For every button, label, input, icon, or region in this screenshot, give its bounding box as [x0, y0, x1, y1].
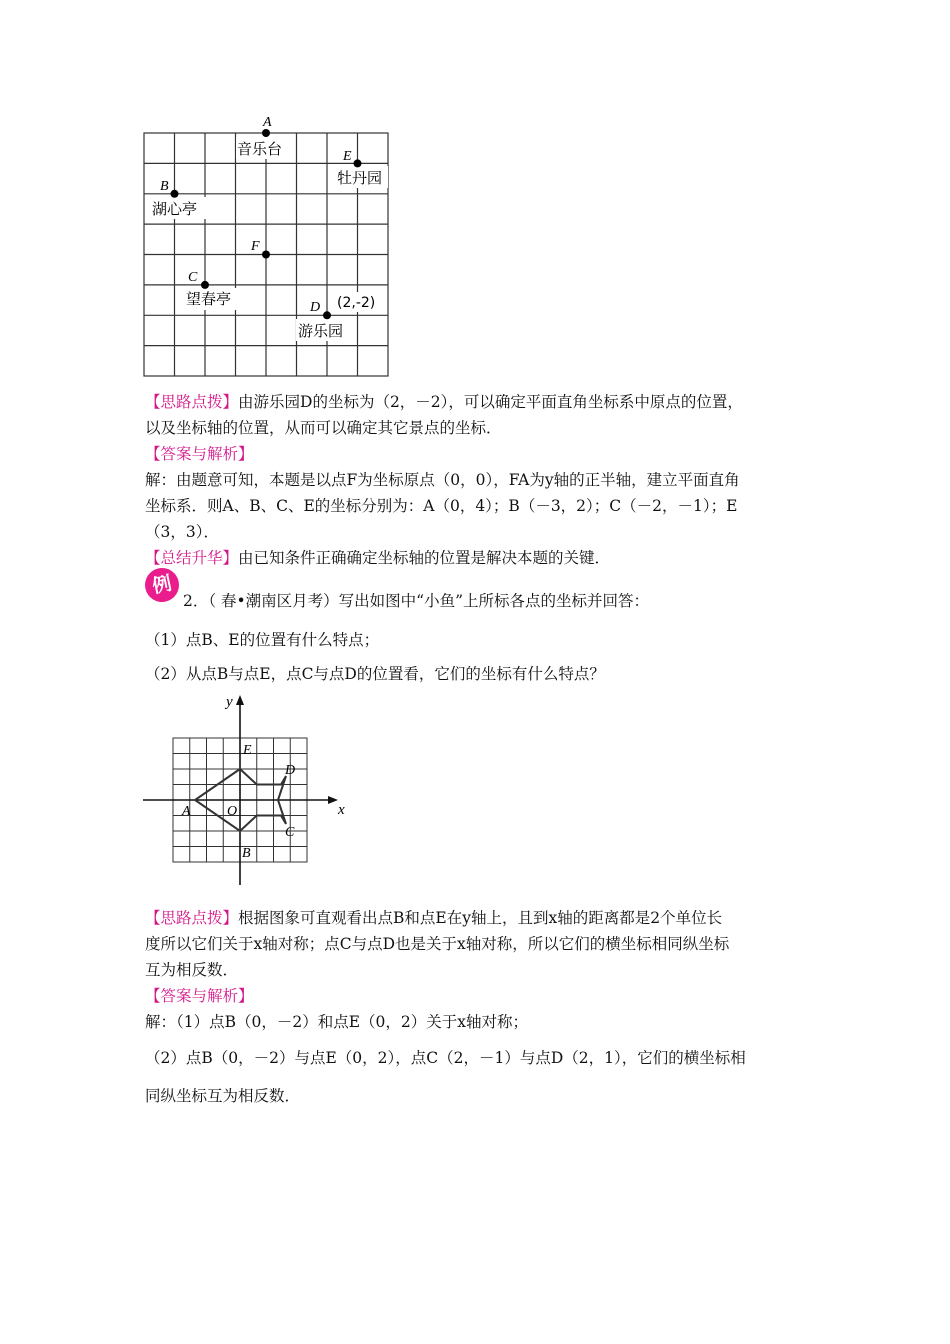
hint-text: 由游乐园D的坐标为（2，－2），可以确定平面直角坐标系中原点的位置， — [238, 393, 743, 411]
ex2-question-2: （2）从点B与点E，点C与点D的位置看，它们的坐标有什么特点？ — [145, 665, 605, 683]
ex1-hint-line-2: 以及坐标轴的位置，从而可以确定其它景点的坐标． — [145, 419, 502, 437]
ex2-solution-line-1: 解：（1）点B（0，－2）和点E（0，2）关于x轴对称； — [145, 1013, 529, 1031]
label-youleyuan: 游乐园 — [298, 322, 344, 340]
summary-tag: 【总结升华】 — [145, 549, 239, 567]
ex2-hint-line-1 — [145, 908, 722, 928]
label-b: B — [160, 179, 169, 194]
label-mudanyuan: 牡丹园 — [337, 169, 383, 187]
label-a: A — [263, 115, 272, 130]
label-yinyuetai: 音乐台 — [237, 140, 283, 158]
ex2-solution-line-2: （2）点B（0，－2）与点E（0，2），点C（2，－1）与点D（2，1），它们的横坐标相 — [145, 1049, 746, 1067]
point-e — [354, 159, 362, 167]
axes — [143, 695, 338, 885]
summary-text: 由已知条件正确确定坐标轴的位置是解决本题的关键． — [238, 549, 611, 567]
ex1-summary-line — [145, 548, 610, 568]
ex2-answer-tag: 【答案与解析】 — [145, 987, 254, 1005]
ex1-solution-line-1: 解：由题意可知，本题是以点F为坐标原点（0，0），FA为y轴的正半轴，建立平面直角 — [145, 471, 740, 489]
label-c: C — [188, 270, 198, 285]
point-a — [262, 129, 270, 137]
label-d: D — [310, 300, 321, 315]
ex1-answer-tag: 【答案与解析】 — [145, 445, 254, 463]
axis-x-label: x — [338, 802, 345, 818]
fish-label-e: E — [243, 743, 252, 758]
label-f: F — [251, 239, 260, 254]
fish-figure — [140, 688, 355, 888]
fish-label-b: B — [242, 846, 251, 861]
park-map-figure — [140, 110, 400, 380]
ex2-solution-line-3: 同纵坐标互为相反数． — [145, 1087, 301, 1105]
ex2-hint-line-3: 互为相反数． — [145, 961, 239, 979]
hint-tag: 【思路点拨】 — [145, 393, 239, 411]
ex2-hint-line-2: 度所以它们关于x轴对称；点C与点D也是关于x轴对称，所以它们的横坐标相同纵坐标 — [145, 935, 730, 953]
label-e: E — [343, 149, 352, 164]
point-b — [171, 190, 179, 198]
axis-y-label: y — [226, 694, 233, 710]
ex2-question: 2．（ 春•潮南区月考）写出如图中“小鱼”上所标各点的坐标并回答： — [183, 592, 650, 610]
ex1-solution-line-3: （3，3）． — [145, 523, 219, 541]
fish-label-d: D — [285, 763, 296, 778]
hint-text: 根据图象可直观看出点B和点E在y轴上，且到x轴的距离都是2个单位长 — [238, 909, 723, 927]
ex2-question-1: （1）点B、E的位置有什么特点； — [145, 631, 380, 649]
point-d — [323, 311, 331, 319]
fish-label-c: C — [285, 825, 295, 840]
point-c — [201, 281, 209, 289]
fish-label-a: A — [182, 804, 191, 819]
origin-label: O — [227, 804, 238, 819]
ex1-solution-line-2: 坐标系．则A、B、C、E的坐标分别为：A（0，4）；B（－3，2）；C（－2，－1）；E — [145, 497, 738, 515]
label-wangchunting: 望春亭 — [186, 290, 232, 308]
ex1-hint-line-1 — [145, 392, 743, 412]
label-huxinting: 湖心亭 — [152, 200, 198, 218]
point-f — [262, 251, 270, 259]
hint-tag: 【思路点拨】 — [145, 909, 239, 927]
example-badge: 例 — [142, 565, 182, 605]
label-coord-d: (2,-2) — [337, 295, 376, 311]
